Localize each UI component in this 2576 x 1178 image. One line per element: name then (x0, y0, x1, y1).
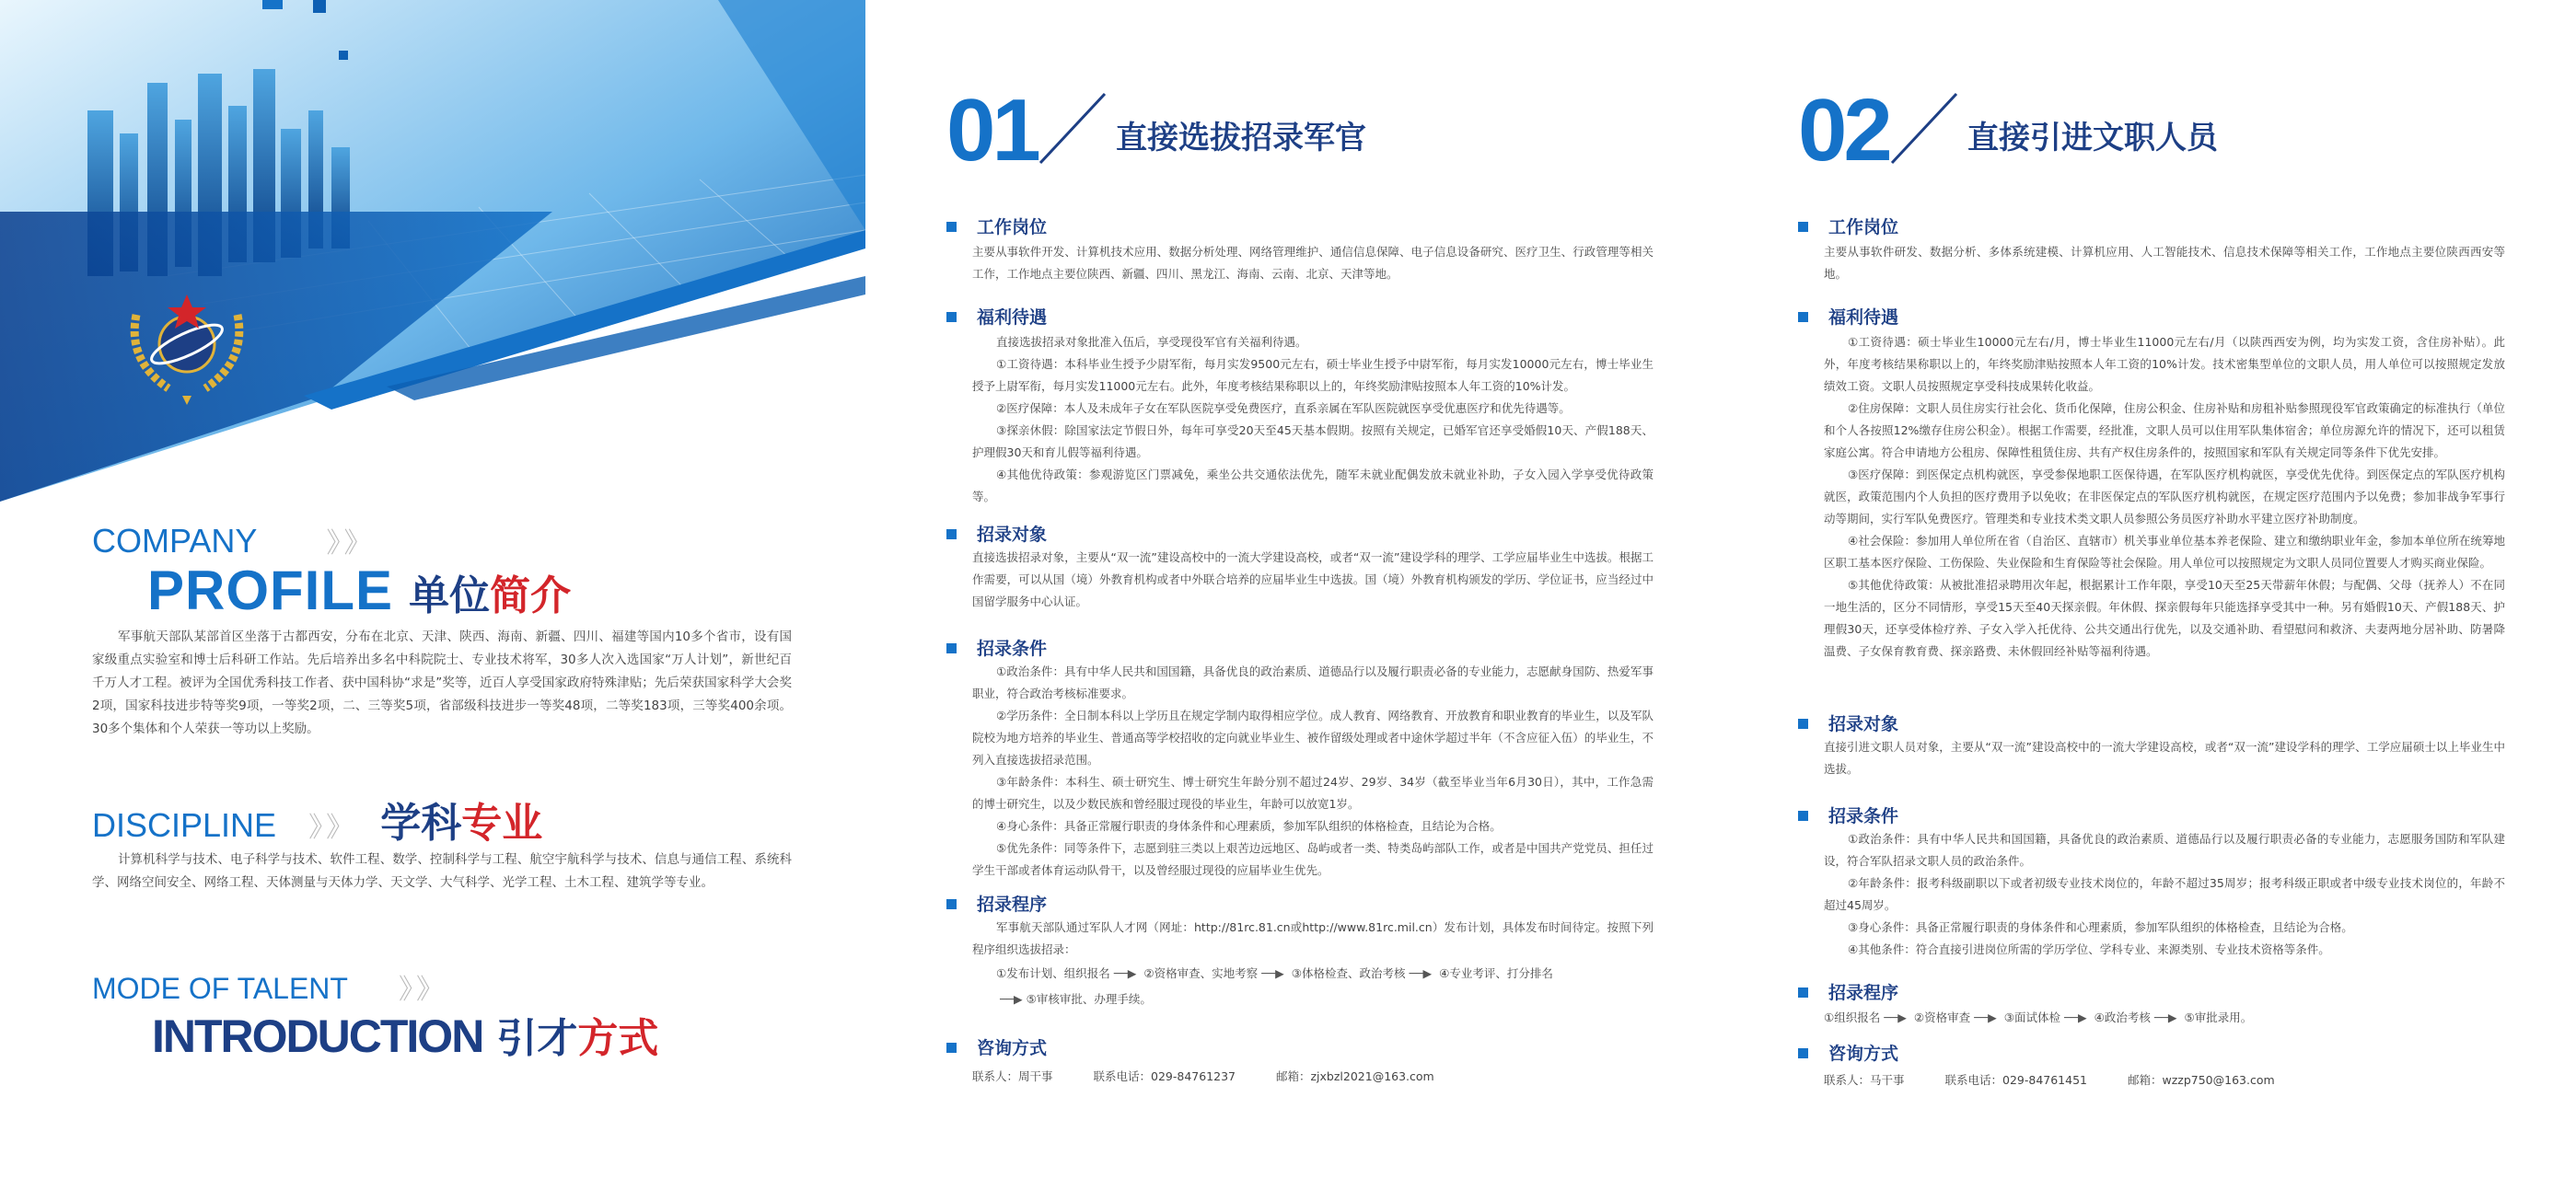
subsection-body (1824, 1005, 2505, 1031)
flow-step: ③体格检查、政治考核 (1291, 966, 1406, 980)
army-emblem-icon (118, 287, 256, 407)
subsection-title: 咨询方式 (946, 1034, 1047, 1059)
contact-phone: 联系电话：029-84761451 (1944, 1073, 2087, 1087)
talent-cn-blue: 引才 (496, 1015, 578, 1062)
subsection-body: 直接选拔招录对象批准入伍后，享受现役军官有关福利待遇。 ①工资待遇：本科毕业生授予少尉军衔，每月实发9500元左右，硕士毕业生授予中尉军衔，每月实发10000元左右，博士毕业生授予上尉军衔，每月实发11000元左右。此外，年度考核结果称职以上的，年终奖励津贴按照本人年工资的10%计发。 ②医疗保障：本人及未成年子女在军队医院享受免费医疗，直系亲属在军队医院就医享受优惠医疗和优先待遇等。 ③探亲休假：除国家法定节假日外，每年可享受20天至45天基本假期。按照有关规定，已婚军官还享受婚假10天、产假188天、护理假30天和育儿假等福利待遇。 ④其他优待政策：参观游览区门票减免，乘坐公共交通依法优先，随军未就业配偶发放未就业补助，子女入园入学享受优待政策等。 (972, 335, 1654, 503)
double-arrow-icon: 》》 (326, 527, 376, 560)
square-bullet-icon (946, 899, 957, 909)
flow-step: ⑤审批录用。 (2184, 1011, 2253, 1024)
square-bullet-icon (1798, 1048, 1808, 1058)
discipline-cn-blue: 学科 (380, 800, 462, 847)
contact-email: 邮箱：zjxbzl2021@163.com (1275, 1069, 1434, 1083)
subsection-title: 咨询方式 (1798, 1040, 1898, 1065)
talent-en-big: INTRODUCTION (152, 1011, 483, 1062)
square-bullet-icon (1798, 811, 1808, 821)
subsection-body: 军事航天部队通过军队人才网（网址：http://81rc.81.cn或http://www.81rc.mil.cn）发布计划，具体发布时间待定。按照下列程序组织选拔招录： ①发布计划、组织报名 ──▶ ②资格审查、实地考察 ──▶ ③体格检查、政治考核 ──▶ ④专业考评、打分排名 ──▶ ⑤审核审批、办理手续。 (972, 917, 1654, 1012)
subsection-title: 招录程序 (1798, 979, 1898, 1004)
flow-step: ④专业考评、打分排名 (1439, 966, 1553, 980)
profile-cn-red: 简介 (490, 572, 572, 619)
profile-en-big: PROFILE (147, 560, 394, 621)
double-arrow-icon: 》》 (308, 812, 358, 844)
section-title: 直接引进文职人员 (1967, 120, 2218, 156)
section-number: 02 (1798, 81, 1889, 179)
square-bullet-icon (946, 1043, 957, 1053)
subsection-title: 招录对象 (946, 521, 1047, 546)
subsection-title: 福利待遇 (1798, 304, 1898, 329)
subsection-title: 招录对象 (1798, 710, 1898, 735)
subsection-body: 主要从事软件研发、数据分析、多体系统建模、计算机应用、人工智能技术、信息技术保障等相关工作，工作地点主要位陕西西安等地。 (1824, 245, 2505, 281)
hero-banner (0, 0, 865, 502)
flow-step: ③面试体检 (2003, 1011, 2060, 1024)
flow-step: ②资格审查、实地考察 (1143, 966, 1259, 980)
contact-person: 联系人：周干事 (972, 1069, 1053, 1083)
profile-en-small: COMPANY (92, 522, 258, 560)
flow-step: ⑤审核审批、办理手续。 (1026, 992, 1152, 1006)
double-arrow-icon: 》》 (399, 974, 448, 1006)
flow-step: ①组织报名 (1824, 1011, 1881, 1024)
talent-heading (92, 966, 658, 1064)
square-bullet-icon (1798, 312, 1808, 322)
contact-phone: 联系电话：029-84761237 (1093, 1069, 1236, 1083)
subsection-title: 福利待遇 (946, 304, 1047, 329)
subsection-title: 招录程序 (946, 891, 1047, 916)
discipline-heading (92, 790, 542, 849)
subsection-title: 招录条件 (946, 635, 1047, 660)
subsection-title: 工作岗位 (1798, 214, 1898, 238)
profile-heading (92, 520, 571, 622)
contact-person: 联系人：马干事 (1824, 1073, 1905, 1087)
square-bullet-icon (1798, 719, 1808, 729)
flow-step: ②资格审查 (1913, 1011, 1971, 1024)
flow-step: ①发布计划、组织报名 (996, 966, 1110, 980)
slash-decoration (1883, 85, 1966, 177)
subsection-body: 直接引进文职人员对象，主要从“双一流”建设高校中的一流大学建设高校，或者“双一流”建设学科的理学、工学应届硕士以上毕业生中选拔。 (1824, 740, 2505, 776)
subsection-title: 招录条件 (1798, 803, 1898, 827)
long-arrow-right-icon: ──▶ (1884, 1011, 1907, 1024)
city-skyline-graphic (0, 0, 865, 502)
long-arrow-right-icon: ──▶ (1261, 966, 1284, 980)
long-arrow-right-icon: ──▶ (2153, 1011, 2177, 1024)
square-bullet-icon (946, 643, 957, 653)
talent-en-small: MODE OF TALENT (92, 972, 348, 1005)
subsection-body: ①工资待遇：硕士毕业生10000元左右/月，博士毕业生11000元左右/月（以陕西西安为例，均为实发工资，含住房补贴）。此外，年度考核结果称职以上的，年终奖励津贴按照本人年工资的10%计发。技术密集型单位的文职人员，用人单位可以按照规定发放绩效工资。文职人员按照规定享受科技成果转化收益。 ②住房保障：文职人员住房实行社会化、货币化保障，住房公积金、住房补贴和房租补贴参照现役军官政策确定的标准执行（单位和个人各按照12%缴存住房公积金）。根据工作需要，经批准，文职人员可以住用军队集体宿舍；单位房源允许的情况下，还可以租赁家庭公寓。符合申请地方公租房、保障性租赁住房、共有产权住房条件的，按照国家和军队有关规定同等条件下优先安排。 ③医疗保障：到医保定点机构就医，享受参保地职工医保待遇，在军队医疗机构就医，享受优先优待。到医保定点的军队医疗机构就医，政策范围内个人负担的医疗费用予以免收；在非医保定点的军队医疗机构就医，在规定医疗范围内予以免费；参加非战争军事行动等期间，实行军队免费医疗。管理类和专业技术类文职人员参照公务员医疗补助水平建立医疗补助制度。 ④社会保险：参加用人单位所在省（自治区、直辖市）机关事业单位基本养老保险、建立和缴纳职业年金，参加本单位所在统筹地区职工基本医疗保险、工伤保险、失业保险和生育保险等社会保险。用人单位可以按照规定为文职人员同位置要人才购买商业保险。 ⑤其他优待政策：从被批准招录聘用次年起，根据累计工作年限，享受10天至25天带薪年休假；与配偶、父母（抚养人）不在同一地生活的，区分不同情形，享受15天至40天探亲假。年休假、探亲假每年只能选择享受其中一种。另有婚假10天、产假188天、护理假30天，还享受体检疗养、子女入学入托优待、公共交通出行优先，以及交通补助、看望慰问和救济、夫妻两地分居补助、防暑降温费、子女保育教育费、探亲路费、未休假回经补贴等福利待遇。 (1824, 335, 2505, 658)
column-header (939, 81, 1648, 179)
slash-decoration (1031, 85, 1114, 177)
subsection-body: ①政治条件：具有中华人民共和国国籍，具备优良的政治素质、道德品行以及履行职责必备的专业能力，志愿献身国防、热爱军事职业，符合政治考核标准要求。 ②学历条件：全日制本科以上学历且在规定学制内取得相应学位。成人教育、网络教育、开放教育和职业教育的毕业生，以及军队院校为地方培养的毕业生、普通高等学校招收的定向就业毕业生、被作留级处理或者中途休学超过半年（不含应征入伍）的毕业生，不列入直接选拔招录范围。 ③年龄条件：本科生、硕士研究生、博士研究生年龄分别不超过24岁、29岁、34岁（截至毕业当年6月30日），其中，工作急需的博士研究生，以及少数民族和曾经服过现役的毕业生，年龄可以放宽1岁。 ④身心条件：具备正常履行职责的身体条件和心理素质，参加军队组织的体格检查，且结论为合格。 ⑤优先条件：同等条件下，志愿到驻三类以上艰苦边远地区、岛屿或者一类、特类岛屿部队工作，或者是中国共产党党员、担任过学生干部或者体育运动队骨干，以及曾经服过现役的应届毕业生优先。 (972, 664, 1654, 877)
long-arrow-right-icon: ──▶ (2063, 1011, 2087, 1024)
profile-cn-blue: 单位 (409, 572, 491, 619)
long-arrow-right-icon: ──▶ (1409, 966, 1433, 980)
long-arrow-right-icon: ──▶ (1000, 992, 1023, 1006)
subsection-title: 工作岗位 (946, 214, 1047, 238)
discipline-text: 计算机科学与技术、电子科学与技术、软件工程、数学、控制科学与工程、航空宇航科学与技术、信息与通信工程、系统科学、网络空间安全、网络工程、天体测量与天体力学、天文学、大气科学、光学工程、土木工程、建筑学等专业。 (92, 852, 792, 890)
square-bullet-icon (946, 312, 957, 322)
process-flow (1824, 1005, 2505, 1031)
flow-step: ④政治考核 (2094, 1011, 2151, 1024)
square-bullet-icon (946, 222, 957, 232)
talent-cn-red: 方式 (577, 1015, 659, 1062)
square-bullet-icon (946, 529, 957, 539)
square-bullet-icon (1798, 222, 1808, 232)
section-number: 01 (946, 81, 1038, 179)
subsection-body: ①政治条件：具有中华人民共和国国籍，具备优良的政治素质、道德品行以及履行职责必备的专业能力，志愿服务国防和军队建设，符合军队招录文职人员的政治条件。 ②年龄条件：报考科级副职以下或者初级专业技术岗位的，年龄不超过35周岁；报考科级正职或者中级专业技术岗位的，年龄不超过45周岁。 ③身心条件：具备正常履行职责的身体条件和心理素质，参加军队组织的体格检查，且结论为合格。 ④其他条件：符合直接引进岗位所需的学历学位、学科专业、来源类别、专业技术资格等条件。 (1824, 832, 2505, 956)
contact-email: 邮箱：wzzp750@163.com (2127, 1073, 2275, 1087)
square-bullet-icon (1798, 987, 1808, 998)
long-arrow-right-icon: ──▶ (1113, 966, 1137, 980)
contact-info (972, 1066, 1654, 1088)
section-title: 直接选拔招录军官 (1116, 120, 1366, 156)
subsection-body: 主要从事软件开发、计算机技术应用、数据分析处理、网络管理维护、通信信息保障、电子信息设备研究、医疗卫生、行政管理等相关工作，工作地点主要位陕西、新疆、四川、黑龙江、海南、云南、北京、天津等地。 (972, 245, 1654, 281)
process-flow (996, 961, 1654, 1012)
long-arrow-right-icon: ──▶ (1974, 1011, 1997, 1024)
discipline-en-small: DISCIPLINE (92, 806, 277, 844)
profile-text: 军事航天部队某部首区坐落于古都西安，分布在北京、天津、陕西、海南、新疆、四川、福建等国内10多个省市，设有国家级重点实验室和博士后科研工作站。先后培养出多名中科院院士、专业技术将军，30多人次入选国家“万人计划”，新世纪百千万人才工程。被评为全国优秀科技工作者、获中国科协“求是”奖等，近百人享受国家政府特殊津贴；先后荣获国家科学大会奖2项，国家科技进步特等奖9项，一等奖2项，二、三等奖5项，省部级科技进步一等奖48项，二等奖183项，三等奖400余项。30多个集体和个人荣获一等功以上奖励。 (92, 629, 792, 736)
discipline-cn-red: 专业 (461, 800, 543, 847)
subsection-body: 直接选拔招录对象，主要从“双一流”建设高校中的一流大学建设高校，或者“双一流”建设学科的理学、工学应届毕业生中选拔。根据工作需要，可以从国（境）外教育机构或者中外联合培养的应届毕业生中选拔。国（境）外教育机构颁发的学历、学位证书，应当经过中国留学服务中心认证。 (972, 550, 1654, 608)
contact-info (1824, 1069, 2505, 1091)
column-header (1791, 81, 2500, 179)
